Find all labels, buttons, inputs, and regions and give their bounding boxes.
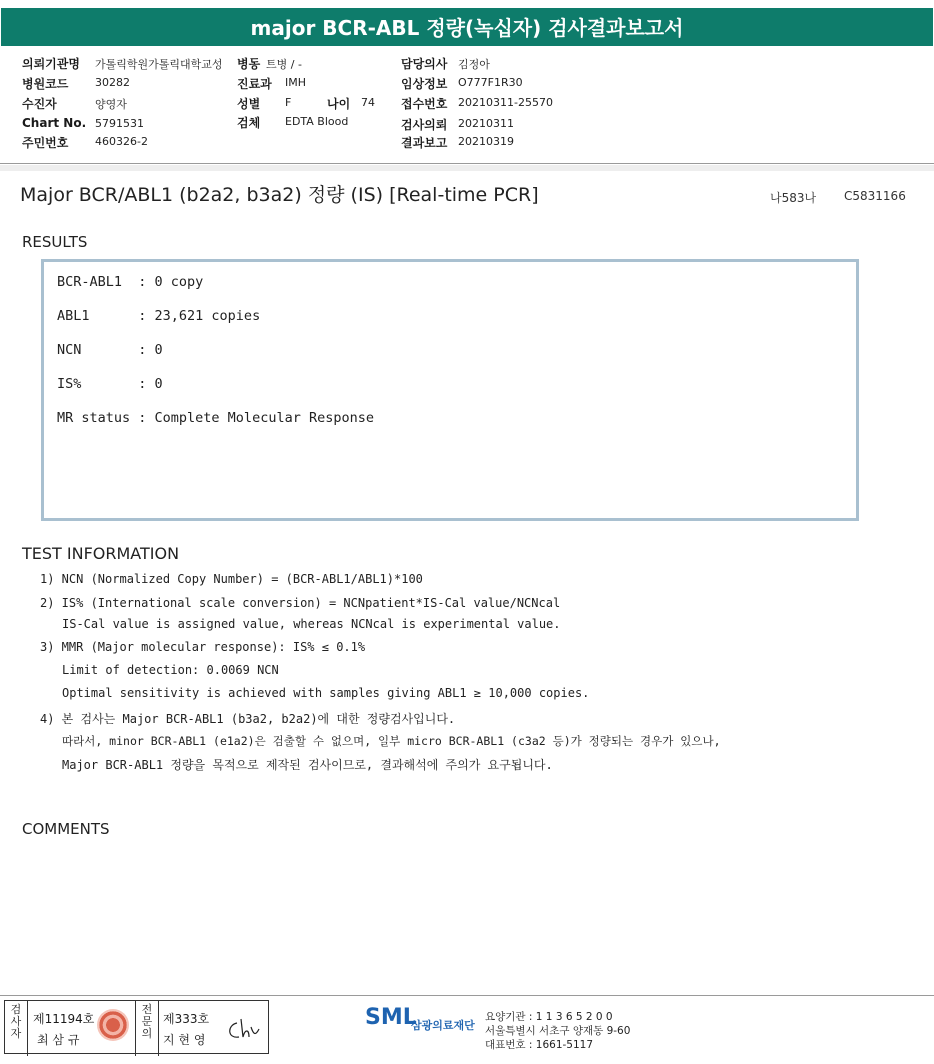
chart-label: Chart No. — [22, 116, 87, 130]
report-label: 결과보고 — [401, 136, 448, 150]
tester-name: 최 삼 규 — [37, 1033, 80, 1047]
results-box — [41, 259, 859, 521]
tester-vertical-text: 검사자 — [10, 1003, 22, 1040]
approver-vertical-text: 전문의 — [141, 1003, 153, 1040]
test-info-line: IS-Cal value is assigned value, whereas NCNcal is experimental value. — [62, 617, 561, 631]
result-line: BCR-ABL1 : 0 copy — [57, 274, 204, 290]
request-value: 20210311 — [458, 117, 514, 130]
result-line: MR status : Complete Molecular Response — [57, 410, 374, 426]
comments-heading: COMMENTS — [22, 820, 110, 838]
test-info-line: 2) IS% (International scale conversion) = NCNpatient*IS-Cal value/NCNcal — [40, 596, 561, 610]
patient-label: 수진자 — [22, 97, 57, 111]
test-info-heading: TEST INFORMATION — [22, 544, 180, 563]
ward-value: 트병 / - — [266, 58, 302, 71]
results-heading: RESULTS — [22, 233, 88, 251]
logo-mark: SML — [365, 1005, 417, 1030]
id-label: 주민번호 — [22, 136, 69, 150]
approver-name: 지 현 영 — [163, 1033, 206, 1047]
institution-label: 의뢰기관명 — [22, 57, 80, 71]
test-info-line: Limit of detection: 0.0069 NCN — [62, 663, 279, 677]
footer-divider — [0, 995, 934, 996]
result-line: IS% : 0 — [57, 376, 163, 392]
tester-vertical-label — [5, 1001, 28, 1056]
signature-icon — [223, 1015, 263, 1043]
section-band — [0, 165, 934, 171]
patient-info-block — [0, 46, 934, 164]
age-value: 74 — [361, 96, 375, 109]
doctor-label: 담당의사 — [401, 57, 448, 71]
specimen-value: EDTA Blood — [285, 115, 349, 128]
report-header: major BCR-ABL 정량(녹십자) 검사결과보고서 — [1, 8, 933, 46]
test-info-line: 4) 본 검사는 Major BCR-ABL1 (b3a2, b2a2)에 대한 정량검사입니다. — [40, 712, 456, 726]
seal-icon — [97, 1009, 129, 1041]
id-value: 460326-2 — [95, 135, 148, 148]
divider — [0, 163, 934, 164]
clinical-label: 임상정보 — [401, 77, 448, 91]
signature-box — [4, 1000, 269, 1054]
approver-vertical-label — [135, 1001, 159, 1056]
tester-license: 제11194호 — [33, 1012, 95, 1026]
ward-label: 병동 — [237, 57, 261, 71]
result-line: NCN : 0 — [57, 342, 163, 358]
order-code: C5831166 — [844, 189, 906, 203]
sex-value: F — [285, 96, 292, 109]
specimen-label: 검체 — [237, 116, 261, 130]
report-value: 20210319 — [458, 135, 514, 148]
agency-number: 요양기관 : 1 1 3 6 5 2 0 0 — [485, 1011, 613, 1023]
hospcode-label: 병원코드 — [22, 77, 69, 91]
sml-logo — [365, 1005, 475, 1032]
receipt-value: 20210311-25570 — [458, 96, 553, 109]
request-label: 검사의뢰 — [401, 118, 448, 132]
clinical-value: O777F1R30 — [458, 76, 523, 89]
hospcode-value: 30282 — [95, 76, 130, 89]
test-info-line: Major BCR-ABL1 정량을 목적으로 제작된 검사이므로, 결과해석에 주의가 요구됩니다. — [62, 758, 553, 772]
org-name: 삼광의료재단 — [411, 1019, 475, 1032]
age-label: 나이 — [327, 97, 351, 111]
institution-value: 가톨릭학원가톨릭대학교성 — [95, 58, 223, 71]
receipt-label: 접수번호 — [401, 97, 448, 111]
phone-number: 대표번호 : 1661-5117 — [485, 1039, 594, 1051]
test-info-line: 1) NCN (Normalized Copy Number) = (BCR-ABL1/ABL1)*100 — [40, 572, 423, 586]
dept-label: 진료과 — [237, 77, 272, 91]
result-line: ABL1 : 23,621 copies — [57, 308, 261, 324]
address: 서울특별시 서초구 양재동 9-60 — [485, 1025, 631, 1037]
dept-value: IMH — [285, 76, 307, 89]
test-info-line: 3) MMR (Major molecular response): IS% ≤ 0.1% — [40, 640, 366, 654]
chart-value: 5791531 — [95, 117, 144, 130]
test-info-line: Optimal sensitivity is achieved with samples giving ABL1 ≥ 10,000 copies. — [62, 686, 590, 700]
patient-value: 양영자 — [95, 98, 127, 111]
approver-license: 제333호 — [163, 1012, 210, 1026]
sex-label: 성별 — [237, 97, 261, 111]
test-title: Major BCR/ABL1 (b2a2, b3a2) 정량 (IS) [Real-time PCR] — [20, 184, 539, 206]
test-code: 나583나 — [770, 191, 817, 205]
test-info-line: 따라서, minor BCR-ABL1 (e1a2)은 검출할 수 없으며, 일부 micro BCR-ABL1 (c3a2 등)가 정량되는 경우가 있으나, — [62, 734, 721, 748]
doctor-value: 김정아 — [458, 58, 490, 71]
